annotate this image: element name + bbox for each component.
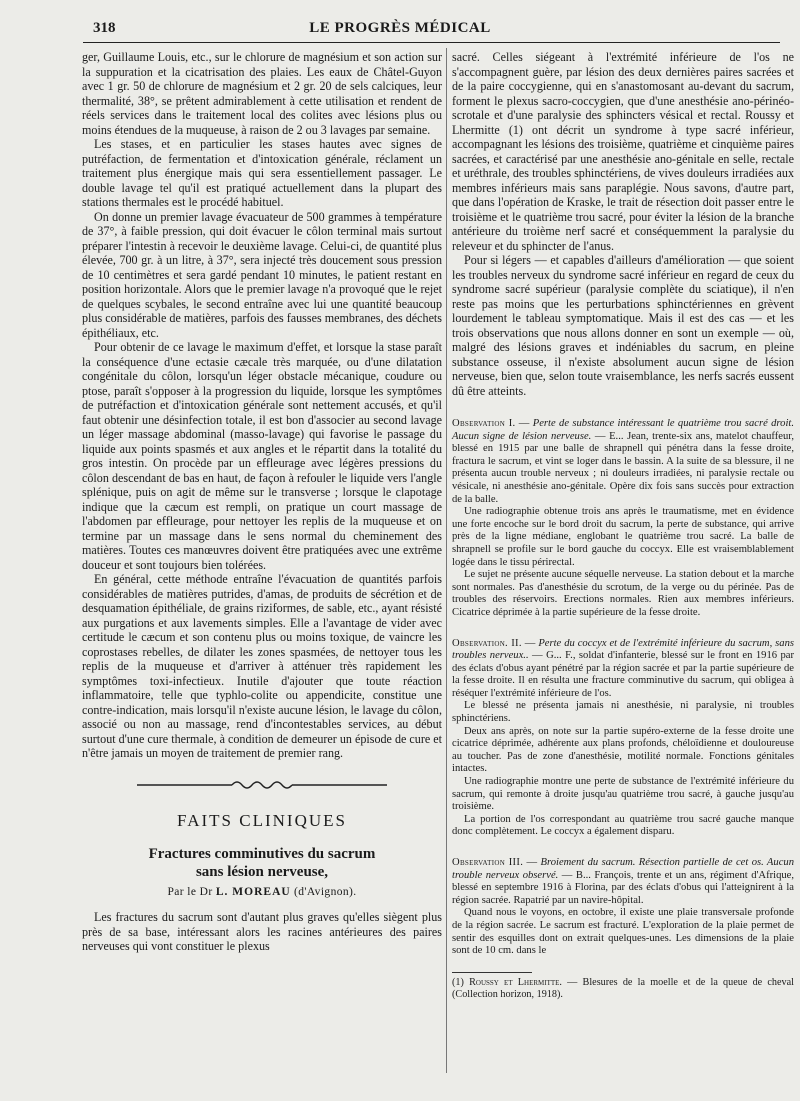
observation-label: Observation III. bbox=[452, 857, 524, 868]
article-intro: Les fractures du sacrum sont d'autant plus graves qu'elles siègent plus près de sa base, intéressant alors les racines antérieures des paires nerveuses qui vont constituer le plexus bbox=[82, 910, 442, 953]
header-rule bbox=[83, 42, 780, 43]
article-title bbox=[82, 845, 442, 883]
observation-title: Perte de substance intéressant le quatrième trou sacré droit. Aucun signe de lésion nerveuse. bbox=[452, 418, 794, 442]
observation-2 bbox=[452, 638, 794, 840]
section-title: FAITS CLINIQUES bbox=[177, 810, 347, 830]
footnote-rule bbox=[452, 972, 532, 973]
observation-text: E... Jean, trente-six ans, matelot chauffeur, blessé en 1915 par une balle de shrapnell qui pénétra dans la fesse droite, fractura le sacrum, et vint se loger dans le bassin. A la suite de sa blessure, il ne présenta aucun trouble nerveux ; ni douleurs irradiées, ni paralysie rectale ou vésicale, ni anesthésie ano-génitale. Opère dix fois sans succès pour extraction de la balle. bbox=[452, 430, 794, 505]
observation-text: La portion de l'os correspondant au quatrième trou sacré gauche manque donc complètement. Le coccyx a également disparu. bbox=[452, 813, 794, 838]
byline-prefix: Par le Dr bbox=[167, 886, 213, 898]
page-number: 318 bbox=[93, 20, 116, 36]
footnote: (1) Roussy et Lhermitte. — Blesures de la moelle et de la queue de cheval (Collection horizon, 1918). bbox=[452, 976, 794, 1000]
paragraph: sacré. Celles siégeant à l'extrémité inférieure de l'os ne s'accompagnent guère, par lésion des deux dernières paires sacrées et de la paire coccygienne, qui en s'anastomosant au-devant du sacrum, forment le plexus sacro-coccygien, que d'une anesthésie ano-périnéo-scrotale et d'une paralysie des sphincters vésical et rectal. Roussy et Lhermitte (1) ont décrit un syndrome à type sacré inférieur, accompagnant les lésions des troisième, quatrième et cinquième paires sacrées, et caractérisé par une anesthésie ano-génitale en selle, rectale et uréthrale, des troubles sphinctériens, de vives douleurs irradiées aux membres inférieurs mais sans paraplégie. Nous savons, d'autre part, que dans l'opération de Kraske, le trait de résection doit passer entre le troisième et le quatrième trou sacré, pour éviter la lésion de la branche antérieure du troième nerf sacré et conséquemment la paralysie du releveur et du sphincter de l'anus. bbox=[452, 50, 794, 253]
observation-3 bbox=[452, 857, 794, 958]
observation-label: Observation I. bbox=[452, 418, 516, 429]
running-head: LE PROGRÈS MÉDICAL bbox=[309, 20, 491, 36]
paragraph: Pour obtenir de ce lavage le maximum d'effet, et lorsque la stase paraît la conséquence d'une ectasie cæcale très marquée, ou d'une dilatation congénitale du côlon, lorsqu'un léger obstacle mécanique, coudure ou ptose, paraît s'opposer à la progression du liquide, lorsque les symptômes de putréfaction et d'intoxication générale sont nettement accusés, et qu'il faut obtenir une désinfection totale, il est bon d'associer au second lavage un léger massage abdominal (masso-lavage) qui favorise le passage du liquide aux points spasmés et aux angles et le répartit dans la totalité du gros intestin. On procède par un effleurage avec légères pressions du côlon descendant de bas en haut, de façon à refouler le liquide vers l'angle splénique, puis on agit de même sur le transverse ; lorsque le clapotage indique que la cæcum est rempli, on pratique un court massage de l'abdomen par effleurage, pour nettoyer les replis de la muqueuse et on termine par un massage dans le sens normal du cheminement des matières. Toutes ces manœuvres doivent être pratiquées avec une extrême douceur et sont toujours bien tolérées. bbox=[82, 340, 442, 572]
observation-text: Le sujet ne présente aucune séquelle nerveuse. La station debout et la marche sont normales. Pas d'anesthésie du scrotum, de la verge ou du périnée. Pas de troubles des réservoirs. Erections normales. Rien aux membres inférieurs. Cicatrice déprimée à la partie supérieure de la fesse droite. bbox=[452, 569, 794, 618]
right-column bbox=[452, 50, 794, 1001]
column-rule bbox=[446, 48, 447, 1073]
observation-label: Observation. II. bbox=[452, 637, 522, 649]
observation-heading: Observation. II. — Perte du coccyx et de l'extrémité inférieure du sacrum, sans troubles nerveux.. — G... F., soldat d'infanterie, blessé sur le front en 1916 par des éclats d'obus ayant pénétré par la région sacrée et par la partie supérieure de la fesse droite. Il en résulta une fracture comminutive du sacrum, qui obligea à réséquer l'extrémité inférieure de l'os. bbox=[452, 637, 795, 699]
byline-author: L. MOREAU bbox=[215, 886, 291, 898]
observation-text: Le blessé ne présenta jamais ni anesthésie, ni paralysie, ni troubles sphinctériens. bbox=[452, 700, 794, 725]
observation-text: B... François, trente et un ans, régiment d'Afrique, blessé en septembre 1916 à Florina, par des éclats d'obus qui l'atteignirent à la région sacrée. Rapatrié par un navire-hôpital. bbox=[452, 869, 795, 906]
observation-text: Quand nous le voyons, en octobre, il existe une plaie transversale profonde de la région sacrée. Le sacrum est fracturé. L'exploration de la plaie permet de sentir des esquilles dont on extrait quelques-unes. Les dimensions de la plaie sont de 10 cm. dans le bbox=[452, 907, 794, 957]
observation-title: Perte du coccyx et de l'extrémité inférieure du sacrum, sans troubles nerveux.. bbox=[452, 637, 794, 662]
observation-text: Une radiographie obtenue trois ans après le traumatisme, met en évidence une forte encoche sur le bord droit du sacrum, la perte de substance, qui arrive près de la ligne médiane, englobant le quatrième trou sacré. La balle de shrapnell se profile sur le bord gauche du coccyx. Elle est vraisemblablement logée dans le tissu périrectal. bbox=[452, 506, 794, 568]
observation-heading: Observation I. — Perte de substance intéressant le quatrième trou sacré droit. Aucun signe de lésion nerveuse. — E... Jean, trente-six ans, matelot chauffeur, blessé en 1915 par une balle de shrapnell qui pénétra dans la fesse droite, fractura le sacrum, et vint se loger dans le bassin. A la suite de sa blessure, il ne présenta aucun trouble nerveux ; ni douleurs irradiées, ni paralysie rectale ou vésicale, ni anesthésie ano-génitale. Opère dix fois sans succès pour extraction de la balle. bbox=[452, 418, 794, 505]
observation-heading: Observation III. — Broiement du sacrum. Résection partielle de cet os. Aucun trouble nerveux observé. — B... François, trente et un ans, régiment d'Afrique, blessé en septembre 1916 à Florina, par des éclats d'obus qui l'atteignirent à la région sacrée. Rapatrié par un navire-hôpital. bbox=[452, 857, 795, 906]
paragraph: ger, Guillaume Louis, etc., sur le chlorure de magnésium et son action sur la suppuration et la cicatrisation des plaies. Les eaux de Châtel-Guyon avec 1 gr. 50 de chlorure de magnésium et 2 gr. 20 de sels calciques, leur thermalité, 38°, se prêtent admirablement à cette utilisation et rendent de réels services dans le traitement local des colites avec lésions plus ou moins étendues de la muqueuse, à raison de 2 ou 3 lavages par semaine. bbox=[82, 50, 442, 137]
footnote-text: Blesures de la moelle et de la queue de cheval bbox=[582, 976, 794, 988]
byline-place: (d'Avignon). bbox=[293, 886, 357, 898]
byline bbox=[82, 886, 442, 898]
paragraph: Les stases, et en particulier les stases hautes avec signes de putréfaction, de fermentation et d'intoxication générale, réclament un traitement plus énergique mais qui sera essentiellement passager. Le double lavage tel qu'il est pratiqué actuellement dans la plupart des stations thermales est le procédé habituel. bbox=[82, 137, 442, 209]
observation-text: G... F., soldat d'infanterie, blessé sur le front en 1916 par des éclats d'obus ayant pénétré par la région sacrée et par la partie supérieure de la fesse droite. Il en résulta une fracture comminutive du sacrum, qui obligea à réséquer l'extrémité inférieure de l'os. bbox=[452, 650, 795, 699]
footnote-marker: (1) bbox=[452, 976, 464, 988]
article-title-line: sans lésion nerveuse, bbox=[195, 864, 329, 881]
left-column bbox=[82, 50, 442, 954]
observation-1 bbox=[452, 418, 794, 620]
paragraph: En général, cette méthode entraîne l'évacuation de quantités parfois considérables de matières putrides, d'amas, de produits de sécrétion et de desquamation épithéliale, de grains riziformes, de sable, etc., ayant résisté aux purgations et aux lavements simples. Elle a l'avantage de vider avec certitude le cæcum et son contenu plus ou moins toxique, de vaincre les coprostases rebelles, de dilater les zones spasmées, de nettoyer tous les replis de la muqueuse et d'arriver à atténuer très rapidement les symptômes toxi-infectieux. Inutile d'ajouter que toute réaction inflammatoire, telle que typhlo-colite ou appendicite, constitue une contre-indication, mais lorsqu'il n'existe aucune lésion, le lavage du côlon, associé ou non au massage, rend d'incontestables services, au début surtout d'une cure thermale, à condition de demeurer un épisode de cure et n'être jamais un moyen de traitement de premier rang. bbox=[82, 572, 442, 760]
observation-title: Broiement du sacrum. Résection partielle de cet os. Aucun trouble nerveux observé. bbox=[452, 857, 795, 881]
footnote-source: (Collection horizon, 1918). bbox=[452, 988, 563, 1000]
footnote-authors: Roussy et Lhermitte. bbox=[469, 976, 562, 988]
paragraph: Pour si légers — et capables d'ailleurs d'amélioration — que soient les troubles nerveux du syndrome sacré inférieur en regard de ceux du syndrome sacré supérieur (paralysie complète du sciatique), il n'en reste pas moins que les perturbations sphinctériennes en grèvent lourdement le tableau symptomatique. Mais il est des cas — et les trois observations que nous allons donner en sont un exemple — où, malgré des lésions graves et indéniables du sacrum, en pleine substance osseuse, il n'existe absolument aucun signe de lésion nerveuse, bien que, selon toute vraisemblance, les nerfs sacrés eussent dû être atteints. bbox=[452, 253, 794, 398]
paragraph: On donne un premier lavage évacuateur de 500 grammes à température de 37°, à faible pression, qui doit évacuer le côlon terminal mais surtout préparer l'intestin à recevoir le deuxième lavage. Celui-ci, de quantité plus élevée, 700 gr. à un litre, à 37°, sera injecté très doucement sous pression de 10 centimètres et sera gardé pendant 10 minutes, le patient restant en position horizontale. Alors que le premier lavage n'a provoqué que le rejet de quelques scybales, le second entraîne avec lui une quantité beaucoup plus considérable de matières, parfois des fausses membranes, des déchets épithéliaux, etc. bbox=[82, 209, 442, 340]
observation-text: Une radiographie montre une perte de substance de l'extrémité inférieure du sacrum, qui remonte à droite jusqu'au quatrième trou sacré, à gauche jusqu'au troisième. bbox=[452, 776, 794, 813]
ornament-divider bbox=[137, 779, 387, 791]
observation-text: Deux ans après, on note sur la partie supéro-externe de la fesse droite une cicatrice déprimée, adhérente aux plans profonds, chéloïdienne et douloureuse au toucher. Pas de zone d'anesthésie, motilité normale. Fonctions génitales intactes. bbox=[452, 725, 794, 775]
article-title-line: Fractures comminutives du sacrum bbox=[148, 845, 376, 862]
